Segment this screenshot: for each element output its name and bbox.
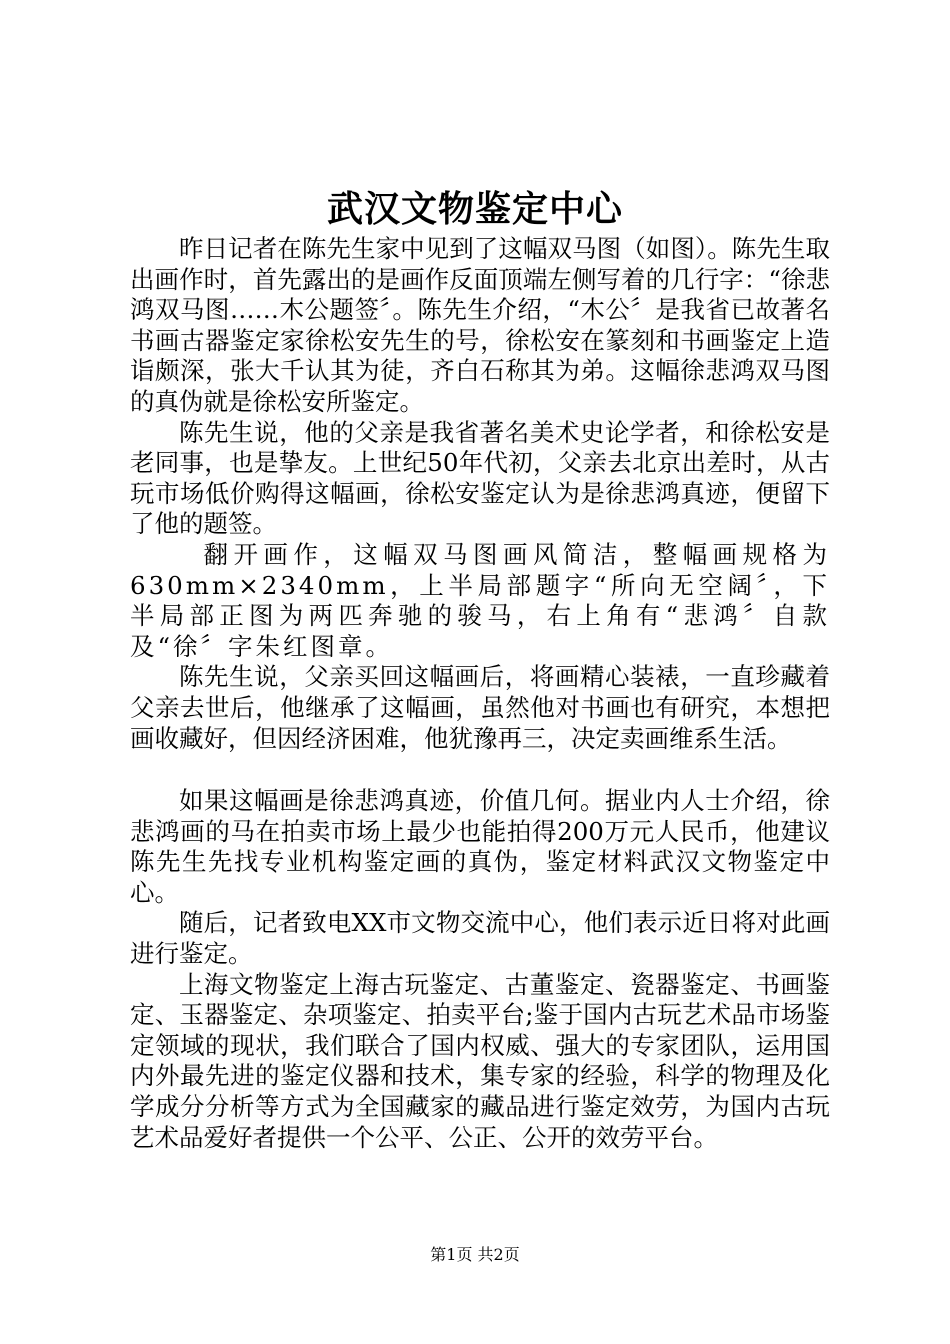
paragraph-5: 如果这幅画是徐悲鸿真迹，价值几何。据业内人士介绍，徐悲鸿画的马在拍卖市场上最少也能拍得200万元人民币，他建议陈先生先找专业机构鉴定画的真伪，鉴定材料武汉文物鉴定中心。: [130, 786, 830, 907]
paragraph-1: 昨日记者在陈先生家中见到了这幅双马图（如图）。陈先生取出画作时，首先露出的是画作反面顶端左侧写着的几行字：“徐悲鸿双马图……木公题签〞。陈先生介绍，“木公〞是我省已故著名书画古器鉴定家徐松安先生的号，徐松安在篆刻和书画鉴定上造诣颇深，张大千认其为徒，齐白石称其为弟。这幅徐悲鸿双马图的真伪就是徐松安所鉴定。: [130, 234, 830, 416]
paragraph-2: 陈先生说，他的父亲是我省著名美术史论学者，和徐松安是老同事，也是挚友。上世纪50年代初，父亲去北京出差时，从古玩市场低价购得这幅画，徐松安鉴定认为是徐悲鸿真迹，便留下了他的题签。: [130, 417, 830, 539]
page-footer: 第1页 共2页: [430, 1245, 520, 1264]
document-title: 武汉文物鉴定中心: [326, 188, 623, 230]
paragraph-3: 翻开画作，这幅双马图画风简洁，整幅画规格为630mm×2340mm，上半局部题字“所向无空阔〞，下半局部正图为两匹奔驰的骏马，右上角有“悲鸿〞自款及“徐〞字朱红图章。: [130, 539, 830, 661]
document-body: [130, 234, 830, 1153]
paragraph-6: 随后，记者致电XX市文物交流中心，他们表示近日将对此画进行鉴定。: [130, 908, 830, 969]
paragraph-4: 陈先生说，父亲买回这幅画后，将画精心装裱，一直珍藏着父亲去世后，他继承了这幅画，虽然他对书画也有研究，本想把画收藏好，但因经济困难，他犹豫再三，决定卖画维系生活。: [130, 662, 830, 753]
paragraph-7: 上海文物鉴定上海古玩鉴定、古董鉴定、瓷器鉴定、书画鉴定、玉器鉴定、杂项鉴定、拍卖平台;鉴于国内古玩艺术品市场鉴定领域的现状，我们联合了国内权威、强大的专家团队，运用国内外最先进的鉴定仪器和技术，集专家的经验，科学的物理及化学成分分析等方式为全国藏家的藏品进行鉴定效劳，为国内古玩艺术品爱好者提供一个公平、公正、公开的效劳平台。: [130, 969, 830, 1152]
